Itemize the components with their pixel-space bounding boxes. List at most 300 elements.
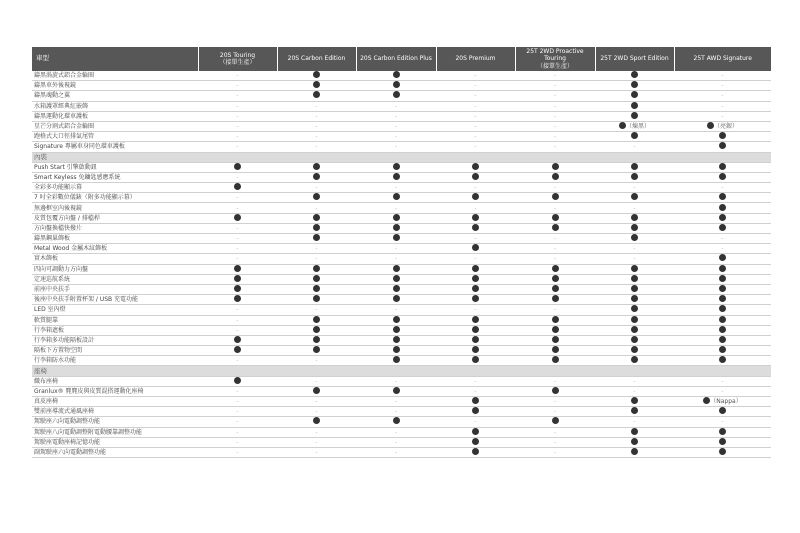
equipped-cell bbox=[595, 234, 674, 244]
feature-label: 無邊框室內後視鏡 bbox=[32, 203, 198, 213]
equipped-cell bbox=[674, 284, 771, 294]
equipped-cell bbox=[436, 193, 515, 203]
table-row bbox=[32, 81, 771, 91]
equipped-cell bbox=[436, 346, 515, 356]
equipped-cell bbox=[356, 346, 436, 356]
equipped-cell bbox=[277, 234, 356, 244]
feature-label: 軟質腿靠 bbox=[32, 315, 198, 325]
equipped-dot-icon bbox=[552, 295, 559, 302]
equipped-cell bbox=[356, 274, 436, 284]
table-row bbox=[32, 121, 771, 131]
not-equipped-cell: - bbox=[515, 142, 595, 152]
not-equipped-cell: - bbox=[356, 437, 436, 447]
equipped-cell bbox=[277, 335, 356, 345]
not-equipped-cell: - bbox=[277, 142, 356, 152]
equipped-dot-icon bbox=[234, 275, 241, 282]
corner-label: 車型 bbox=[32, 47, 198, 71]
equipped-dot-icon bbox=[313, 91, 320, 98]
equipped-dot-icon bbox=[472, 336, 479, 343]
not-equipped-cell: - bbox=[356, 121, 436, 131]
column-name: 25T 2WD Sport Edition bbox=[600, 55, 669, 63]
table-row bbox=[32, 91, 771, 101]
equipped-dot-icon bbox=[631, 407, 638, 414]
equipped-dot-icon bbox=[313, 417, 320, 424]
table-row bbox=[32, 295, 771, 305]
not-equipped-cell: - bbox=[436, 81, 515, 91]
column-header bbox=[595, 47, 674, 71]
feature-label: 星芒分割式鋁合金輪圈 bbox=[32, 121, 198, 131]
equipped-cell bbox=[198, 284, 277, 294]
not-equipped-cell: - bbox=[595, 203, 674, 213]
equipped-cell bbox=[674, 213, 771, 223]
equipped-cell bbox=[595, 315, 674, 325]
table-row bbox=[32, 213, 771, 223]
not-equipped-cell: - bbox=[674, 81, 771, 91]
not-equipped-cell: - bbox=[198, 407, 277, 417]
feature-label: 鑄黑運動化環車護板 bbox=[32, 111, 198, 121]
equipped-cell bbox=[277, 91, 356, 101]
equipped-dot-icon bbox=[552, 163, 559, 170]
equipped-dot-icon bbox=[552, 214, 559, 221]
equipped-dot-icon bbox=[472, 224, 479, 231]
equipped-dot-icon bbox=[393, 163, 400, 170]
equipped-cell-with-note bbox=[595, 121, 674, 131]
equipped-dot-icon bbox=[472, 173, 479, 180]
equipped-dot-icon bbox=[472, 295, 479, 302]
equipped-cell bbox=[674, 132, 771, 142]
table-row bbox=[32, 142, 771, 152]
table-row bbox=[32, 386, 771, 396]
equipped-dot-icon bbox=[631, 71, 638, 78]
equipped-cell bbox=[356, 315, 436, 325]
not-equipped-cell: - bbox=[595, 417, 674, 427]
equipped-dot-icon bbox=[472, 244, 479, 251]
equipped-dot-icon bbox=[393, 81, 400, 88]
column-note: （接單生產） bbox=[536, 62, 573, 70]
feature-label: 跑格式大口徑排氣尾管 bbox=[32, 132, 198, 142]
equipped-cell bbox=[595, 397, 674, 407]
equipped-cell bbox=[674, 356, 771, 366]
equipped-dot-icon bbox=[313, 316, 320, 323]
feature-label: Metal Wood 金屬木紋飾板 bbox=[32, 244, 198, 254]
not-equipped-cell: - bbox=[356, 203, 436, 213]
table-row bbox=[32, 417, 771, 427]
equipped-dot-icon bbox=[393, 356, 400, 363]
table-row bbox=[32, 447, 771, 457]
equipped-dot-icon bbox=[393, 173, 400, 180]
not-equipped-cell: - bbox=[515, 111, 595, 121]
equipped-cell bbox=[198, 213, 277, 223]
not-equipped-cell: - bbox=[198, 437, 277, 447]
equipped-cell bbox=[436, 325, 515, 335]
equipped-dot-icon bbox=[393, 387, 400, 394]
equipped-cell bbox=[674, 437, 771, 447]
equipped-dot-icon bbox=[234, 295, 241, 302]
equipped-dot-icon bbox=[719, 448, 726, 455]
equipped-dot-icon bbox=[313, 163, 320, 170]
equipped-dot-icon bbox=[719, 142, 726, 149]
not-equipped-cell: - bbox=[515, 244, 595, 254]
equipped-cell bbox=[515, 223, 595, 233]
not-equipped-cell: - bbox=[198, 356, 277, 366]
equipped-cell bbox=[595, 193, 674, 203]
equipped-cell bbox=[277, 386, 356, 396]
not-equipped-cell: - bbox=[515, 254, 595, 264]
table-row bbox=[32, 162, 771, 172]
section-row bbox=[32, 152, 771, 162]
equipped-cell bbox=[356, 213, 436, 223]
not-equipped-cell: - bbox=[277, 427, 356, 437]
column-header bbox=[515, 47, 595, 71]
equipped-dot-icon bbox=[472, 346, 479, 353]
equipped-cell bbox=[356, 386, 436, 396]
not-equipped-cell: - bbox=[198, 315, 277, 325]
column-name: 20S Touring bbox=[219, 51, 256, 59]
feature-label: 7 吋全彩數位儀錶（附多功能顯示幕） bbox=[32, 193, 198, 203]
not-equipped-cell: - bbox=[356, 244, 436, 254]
not-equipped-cell: - bbox=[436, 91, 515, 101]
feature-label: 定速巡航系統 bbox=[32, 274, 198, 284]
equipped-dot-icon bbox=[631, 265, 638, 272]
feature-label: Smart Keyless 免鑰匙感應系統 bbox=[32, 172, 198, 182]
equipped-cell bbox=[436, 162, 515, 172]
not-equipped-cell: - bbox=[356, 397, 436, 407]
equipped-cell bbox=[356, 223, 436, 233]
equipped-cell bbox=[515, 172, 595, 182]
not-equipped-cell: - bbox=[198, 254, 277, 264]
not-equipped-cell: - bbox=[595, 142, 674, 152]
equipped-cell bbox=[356, 325, 436, 335]
equipped-dot-icon bbox=[313, 336, 320, 343]
equipped-cell bbox=[595, 111, 674, 121]
equipped-cell bbox=[356, 234, 436, 244]
not-equipped-cell: - bbox=[515, 71, 595, 81]
column-header bbox=[277, 47, 356, 71]
equipped-dot-icon bbox=[631, 224, 638, 231]
equipped-cell bbox=[356, 356, 436, 366]
feature-label: 雙前座導流式通風座椅 bbox=[32, 407, 198, 417]
feature-label: 隔板下方置物空間 bbox=[32, 346, 198, 356]
equipped-dot-icon bbox=[313, 193, 320, 200]
feature-label: 行李箱多功能隔板設計 bbox=[32, 335, 198, 345]
column-header bbox=[198, 47, 277, 71]
equipped-dot-icon bbox=[472, 214, 479, 221]
equipped-dot-icon bbox=[552, 356, 559, 363]
equipped-cell bbox=[356, 335, 436, 345]
table-row bbox=[32, 274, 771, 284]
equipped-dot-icon bbox=[472, 285, 479, 292]
equipped-cell bbox=[595, 447, 674, 457]
equipped-cell bbox=[595, 356, 674, 366]
feature-label: 四向可調動力方向盤 bbox=[32, 264, 198, 274]
not-equipped-cell: - bbox=[198, 101, 277, 111]
equipped-dot-icon bbox=[313, 173, 320, 180]
not-equipped-cell: - bbox=[595, 244, 674, 254]
not-equipped-cell: - bbox=[198, 386, 277, 396]
equipped-dot-icon bbox=[313, 224, 320, 231]
equipped-dot-icon bbox=[393, 285, 400, 292]
equipped-dot-icon bbox=[234, 336, 241, 343]
not-equipped-cell: - bbox=[277, 244, 356, 254]
equipped-cell bbox=[674, 447, 771, 457]
equipped-dot-icon bbox=[552, 173, 559, 180]
not-equipped-cell: - bbox=[436, 203, 515, 213]
not-equipped-cell: - bbox=[356, 111, 436, 121]
table-row bbox=[32, 264, 771, 274]
not-equipped-cell: - bbox=[436, 71, 515, 81]
equipped-cell bbox=[595, 172, 674, 182]
equipped-dot-icon bbox=[393, 71, 400, 78]
equipped-cell-with-note bbox=[674, 121, 771, 131]
table-row bbox=[32, 71, 771, 81]
equipped-dot-icon bbox=[719, 265, 726, 272]
equipped-dot-icon bbox=[472, 428, 479, 435]
not-equipped-cell: - bbox=[356, 447, 436, 457]
equipped-dot-icon bbox=[631, 193, 638, 200]
equipped-cell bbox=[436, 315, 515, 325]
feature-label: 水箱護罩經典紅嵌飾 bbox=[32, 101, 198, 111]
table-row bbox=[32, 193, 771, 203]
equipped-dot-icon bbox=[313, 326, 320, 333]
not-equipped-cell: - bbox=[277, 407, 356, 417]
equipped-dot-icon bbox=[472, 316, 479, 323]
equipped-cell bbox=[198, 264, 277, 274]
equipped-dot-icon bbox=[313, 214, 320, 221]
table-row bbox=[32, 305, 771, 315]
equipped-dot-icon bbox=[552, 336, 559, 343]
not-equipped-cell: - bbox=[277, 101, 356, 111]
table-row bbox=[32, 234, 771, 244]
equipped-cell bbox=[515, 315, 595, 325]
equipped-cell bbox=[515, 295, 595, 305]
equipped-dot-icon bbox=[631, 356, 638, 363]
column-header bbox=[674, 47, 771, 71]
not-equipped-cell: - bbox=[356, 142, 436, 152]
not-equipped-cell: - bbox=[436, 111, 515, 121]
not-equipped-cell: - bbox=[674, 101, 771, 111]
not-equipped-cell: - bbox=[674, 244, 771, 254]
equipped-dot-icon bbox=[472, 407, 479, 414]
equipped-dot-icon bbox=[313, 81, 320, 88]
equipped-cell bbox=[436, 397, 515, 407]
not-equipped-cell: - bbox=[515, 81, 595, 91]
equipped-cell bbox=[595, 71, 674, 81]
not-equipped-cell: - bbox=[198, 447, 277, 457]
not-equipped-cell: - bbox=[515, 234, 595, 244]
equipped-cell bbox=[436, 213, 515, 223]
equipped-dot-icon bbox=[631, 336, 638, 343]
not-equipped-cell: - bbox=[198, 91, 277, 101]
equipped-dot-icon bbox=[631, 438, 638, 445]
equipped-dot-icon bbox=[631, 326, 638, 333]
equipped-dot-icon bbox=[393, 91, 400, 98]
not-equipped-cell: - bbox=[595, 386, 674, 396]
not-equipped-cell: - bbox=[277, 397, 356, 407]
equipped-cell bbox=[436, 335, 515, 345]
equipped-dot-icon bbox=[631, 295, 638, 302]
equipped-cell bbox=[356, 81, 436, 91]
not-equipped-cell: - bbox=[436, 386, 515, 396]
equipped-cell bbox=[277, 325, 356, 335]
equipped-dot-icon bbox=[707, 122, 714, 129]
equipped-cell-with-note bbox=[674, 397, 771, 407]
not-equipped-cell: - bbox=[515, 183, 595, 193]
table-row bbox=[32, 346, 771, 356]
equipped-cell bbox=[277, 223, 356, 233]
equipped-dot-icon bbox=[719, 438, 726, 445]
feature-label: 真皮座椅 bbox=[32, 397, 198, 407]
equipped-cell bbox=[436, 284, 515, 294]
equipped-dot-icon bbox=[631, 428, 638, 435]
not-equipped-cell: - bbox=[436, 121, 515, 131]
equipped-cell bbox=[674, 203, 771, 213]
not-equipped-cell: - bbox=[277, 376, 356, 386]
equipped-cell bbox=[356, 172, 436, 182]
equipped-dot-icon bbox=[631, 397, 638, 404]
equipped-dot-icon bbox=[313, 387, 320, 394]
column-header bbox=[436, 47, 515, 71]
table-row bbox=[32, 325, 771, 335]
equipped-dot-icon bbox=[719, 316, 726, 323]
section-row bbox=[32, 366, 771, 376]
equipped-dot-icon bbox=[552, 417, 559, 424]
not-equipped-cell: - bbox=[198, 172, 277, 182]
equipped-dot-icon bbox=[552, 275, 559, 282]
feature-label: 鑄黑魂動之翼 bbox=[32, 91, 198, 101]
equipped-cell bbox=[356, 264, 436, 274]
table-row bbox=[32, 111, 771, 121]
not-equipped-cell: - bbox=[515, 427, 595, 437]
not-equipped-cell: - bbox=[436, 305, 515, 315]
equipped-dot-icon bbox=[719, 224, 726, 231]
not-equipped-cell: - bbox=[356, 305, 436, 315]
table-row bbox=[32, 203, 771, 213]
equipped-cell bbox=[436, 447, 515, 457]
equipped-dot-icon bbox=[631, 163, 638, 170]
equipped-cell bbox=[277, 172, 356, 182]
not-equipped-cell: - bbox=[198, 193, 277, 203]
not-equipped-cell: - bbox=[674, 386, 771, 396]
not-equipped-cell: - bbox=[436, 142, 515, 152]
equipped-cell bbox=[515, 325, 595, 335]
equipped-cell bbox=[515, 162, 595, 172]
equipped-cell bbox=[356, 71, 436, 81]
table-row bbox=[32, 284, 771, 294]
equipped-dot-icon bbox=[719, 346, 726, 353]
column-name: 20S Carbon Edition Plus bbox=[360, 55, 432, 63]
equipped-cell bbox=[436, 172, 515, 182]
equipped-cell bbox=[515, 213, 595, 223]
not-equipped-cell: - bbox=[356, 376, 436, 386]
not-equipped-cell: - bbox=[436, 417, 515, 427]
equipped-cell bbox=[277, 71, 356, 81]
equipped-dot-icon bbox=[313, 234, 320, 241]
equipped-dot-icon bbox=[393, 417, 400, 424]
equipped-cell bbox=[515, 274, 595, 284]
equipped-dot-icon bbox=[719, 305, 726, 312]
equipped-cell bbox=[674, 162, 771, 172]
not-equipped-cell: - bbox=[356, 254, 436, 264]
equipped-dot-icon bbox=[719, 275, 726, 282]
section-title: 內裝 bbox=[32, 152, 771, 162]
equipped-dot-icon bbox=[313, 285, 320, 292]
feature-label: 鑄黑車外後視鏡 bbox=[32, 81, 198, 91]
equipped-cell bbox=[277, 264, 356, 274]
not-equipped-cell: - bbox=[198, 417, 277, 427]
equipped-cell bbox=[595, 284, 674, 294]
equipped-dot-icon bbox=[631, 305, 638, 312]
not-equipped-cell: - bbox=[674, 71, 771, 81]
equipped-dot-icon bbox=[234, 285, 241, 292]
equipped-dot-icon bbox=[719, 204, 726, 211]
equipped-cell bbox=[436, 407, 515, 417]
not-equipped-cell: - bbox=[515, 121, 595, 131]
feature-label: 副駕駛座六向電動調整功能 bbox=[32, 447, 198, 457]
equipped-cell bbox=[436, 427, 515, 437]
equipped-cell bbox=[436, 223, 515, 233]
equipped-dot-icon bbox=[719, 132, 726, 139]
equipped-dot-icon bbox=[472, 448, 479, 455]
not-equipped-cell: - bbox=[198, 111, 277, 121]
equipped-cell bbox=[674, 315, 771, 325]
not-equipped-cell: - bbox=[674, 376, 771, 386]
not-equipped-cell: - bbox=[198, 121, 277, 131]
feature-label: Granlux® 麂麂皮與皮質混搭運動化座椅 bbox=[32, 386, 198, 396]
equipped-cell bbox=[198, 183, 277, 193]
equipped-cell bbox=[198, 295, 277, 305]
equipped-cell bbox=[277, 295, 356, 305]
equipped-dot-icon bbox=[719, 336, 726, 343]
equipped-dot-icon bbox=[234, 346, 241, 353]
not-equipped-cell: - bbox=[356, 407, 436, 417]
equipped-dot-icon bbox=[393, 295, 400, 302]
equipped-dot-icon bbox=[472, 163, 479, 170]
equipped-dot-icon bbox=[631, 234, 638, 241]
equipped-cell bbox=[515, 356, 595, 366]
column-name: 25T AWD Signature bbox=[693, 55, 752, 63]
column-name: 20S Premium bbox=[455, 55, 496, 63]
equipped-cell bbox=[595, 223, 674, 233]
equipped-dot-icon bbox=[393, 193, 400, 200]
equipped-cell bbox=[515, 335, 595, 345]
equipped-cell bbox=[595, 162, 674, 172]
equipped-note: （Nappa） bbox=[710, 398, 742, 406]
feature-label: Push Start 引擎啟動鈕 bbox=[32, 162, 198, 172]
equipped-cell bbox=[436, 437, 515, 447]
equipped-cell bbox=[277, 193, 356, 203]
column-name: 20S Carbon Edition bbox=[287, 55, 346, 63]
table-header-row bbox=[32, 47, 771, 71]
feature-label: 織布座椅 bbox=[32, 376, 198, 386]
equipped-cell bbox=[674, 295, 771, 305]
not-equipped-cell: - bbox=[595, 376, 674, 386]
equipped-cell bbox=[595, 101, 674, 111]
not-equipped-cell: - bbox=[277, 121, 356, 131]
equipped-cell bbox=[595, 335, 674, 345]
equipped-cell bbox=[436, 264, 515, 274]
equipped-cell bbox=[595, 81, 674, 91]
equipped-dot-icon bbox=[552, 224, 559, 231]
not-equipped-cell: - bbox=[515, 91, 595, 101]
equipped-cell bbox=[515, 386, 595, 396]
feature-label: LED 室內燈 bbox=[32, 305, 198, 315]
not-equipped-cell: - bbox=[198, 203, 277, 213]
not-equipped-cell: - bbox=[198, 234, 277, 244]
equipped-dot-icon bbox=[234, 163, 241, 170]
equipped-cell bbox=[436, 274, 515, 284]
column-name: 25T 2WD Proactive Touring bbox=[526, 47, 584, 63]
table-row bbox=[32, 172, 771, 182]
